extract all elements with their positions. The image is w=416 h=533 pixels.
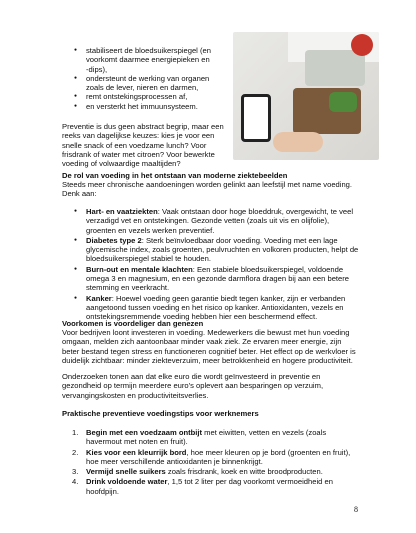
top-bullet-list [62, 46, 212, 111]
tips-list [62, 428, 360, 497]
list-item: ● ondersteunt de werking van organen zoals de lever, nieren en darmen, [62, 74, 212, 93]
lunchbox-photo [233, 32, 379, 160]
section-heading: De rol van voeding in het ontstaan van moderne ziektebeelden [62, 171, 288, 180]
list-item: 4. Drink voldoende water, 1,5 tot 2 liter per dag voorkomt vermoeidheid en hoofdpijn. [72, 477, 333, 496]
list-item: ● Kanker: Hoewel voeding geen garantie biedt tegen kanker, zijn er verbanden aangetoond tussen voeding en het risico op kanker. Antioxidanten, vezels en ontstekingsremmende voeding hebben hier een beschermend effect. [62, 294, 360, 322]
list-item: 1. Begin met een voedzaam ontbijt met eiwitten, vetten en vezels (zoals havermout met noten en fruit). [72, 428, 327, 447]
list-item: ● Hart- en vaatziekten: Vaak ontstaan door hoge bloeddruk, overgewicht, te veel verzadigd vet en ontstekingen. Gezonde vetten (zoals uit vis en olijfolie), groenten en vezels werken preventief. [62, 207, 360, 235]
list-item: 2. Kies voor een kleurrijk bord, hoe meer kleuren op je bord (groenten en fruit), hoe meer verschillende antioxidanten je binnenkrijgt. [72, 447, 351, 466]
vegetables-shape [329, 92, 357, 112]
apple-shape [351, 34, 373, 56]
section-paragraph: Voor bedrijven loont investeren in voeding. Medewerkers die bewust met hun voeding omgaan, melden zich aantoonbaar minder vaak ziek. Ze ervaren meer energie, zijn beter bestand tegen stress en functioneren cognitief beter. Het effect op de werkvloer is duidelijk zichtbaar: minder ziekteverzuim, meer betrokkenheid en hogere productiviteit. [62, 328, 356, 365]
list-item: ● en versterkt het immuunsysteem. [62, 102, 212, 111]
list-item: ● Burn-out en mentale klachten: Een stabiele bloedsuikerspiegel, voldoende omega 3 en magnesium, en een gezonde darmflora dragen bij aan een betere stemming en veerkracht. [62, 265, 360, 293]
page-number: 8 [354, 505, 358, 514]
intro-paragraph: Preventie is dus geen abstract begrip, maar een reeks van dagelijkse keuzes: kies je voor een snelle snack of een voedzame lunch? Voor frisdrank of water met citroen? Voor bewerkte voeding of volwaardige maaltijden? [62, 122, 224, 169]
lunchbox-shape [305, 50, 365, 86]
section-paragraph: Onderzoeken tonen aan dat elke euro die wordt geïnvesteerd in preventie en gezondheid op termijn meerdere euro's oplevert aan besparingen op verzuim, vervangingskosten en productiviteitsverlies. [62, 372, 324, 400]
list-item: ● Diabetes type 2: Sterk beïnvloedbaar door voeding. Voeding met een lage glycemische index, zoals groenten, peulvruchten en volkoren producten, helpt de bloedsuikerspiegel stabiel te houden. [62, 236, 360, 264]
hand-shape [273, 132, 323, 152]
section-intro: Steeds meer chronische aandoeningen worden gelinkt aan leefstijl met name voeding. Denk aan: [62, 180, 353, 199]
phone-shape [241, 94, 271, 142]
list-item: ● remt ontstekingsprocessen af, [62, 92, 212, 101]
list-item: 3. Vermijd snelle suikers zoals frisdrank, koek en witte broodproducten. [72, 467, 323, 477]
list-item: ● stabiliseert de bloedsuikerspiegel (en voorkomt daarmee energiepieken en -dips), [62, 46, 212, 74]
section-heading: Voorkomen is voordeliger dan genezen [62, 319, 204, 328]
disease-list [62, 207, 360, 323]
section-heading: Praktische preventieve voedingstips voor werknemers [62, 409, 259, 418]
